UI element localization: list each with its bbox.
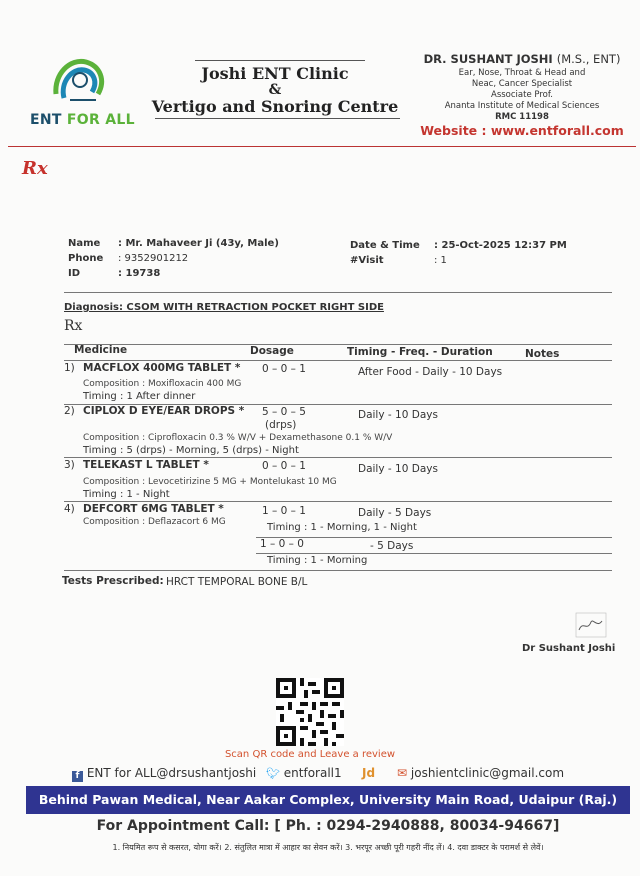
medicine-frequency-taper: - 5 Days bbox=[370, 540, 414, 552]
mail-icon: ✉ bbox=[397, 766, 408, 780]
justdial-icon[interactable]: Jd bbox=[362, 766, 376, 780]
medicine-frequency: Daily - 10 Days bbox=[358, 463, 438, 475]
clinic-name: Joshi ENT Clinic & Vertigo and Snoring Centre bbox=[151, 64, 399, 116]
medicine-number: 3) bbox=[64, 459, 75, 471]
diagnosis: Diagnosis: CSOM WITH RETRACTION POCKET RIGHT SIDE bbox=[64, 302, 384, 313]
patient-phone: : 9352901212 bbox=[118, 253, 189, 264]
medicine-timing: Timing : 1 After dinner bbox=[83, 391, 196, 402]
signature-name: Dr Sushant Joshi bbox=[522, 643, 616, 654]
medicine-dosage: 1 – 0 – 1 bbox=[262, 505, 306, 517]
patient-name: : Mr. Mahaveer Ji (43y, Male) bbox=[118, 238, 279, 249]
divider bbox=[155, 118, 400, 119]
patient-values bbox=[118, 236, 279, 281]
divider bbox=[195, 60, 365, 61]
medicine-composition: Composition : Ciprofloxacin 0.3 % W/V + Dexamethasone 0.1 % W/V bbox=[83, 433, 393, 443]
medicine-number: 2) bbox=[64, 405, 75, 417]
medicine-number: 4) bbox=[64, 503, 75, 515]
medicine-frequency: Daily - 5 Days bbox=[358, 507, 432, 519]
medicine-name: DEFCORT 6MG TABLET * bbox=[83, 503, 224, 515]
address-bar: Behind Pawan Medical, Near Aakar Complex, University Main Road, Udaipur (Raj.) bbox=[26, 786, 630, 814]
medicine-dosage: 0 – 0 – 1 bbox=[262, 363, 306, 375]
rx-symbol: Rx bbox=[22, 158, 48, 179]
medicine-composition: Composition : Levocetirizine 5 MG + Montelukast 10 MG bbox=[83, 477, 337, 487]
header-divider bbox=[8, 146, 636, 147]
medicine-dosage: 5 – 0 – 5 bbox=[262, 406, 306, 418]
divider bbox=[64, 344, 612, 345]
medicine-name: MACFLOX 400MG TABLET * bbox=[83, 362, 241, 374]
medicine-dosage-taper: 1 – 0 – 0 bbox=[260, 538, 304, 550]
divider bbox=[64, 570, 612, 571]
medicine-frequency: After Food - Daily - 10 Days bbox=[358, 366, 503, 378]
medicine-timing: Timing : 1 - Night bbox=[83, 489, 170, 500]
visit-labels: Date & Time #Visit bbox=[350, 240, 420, 266]
appointment-phone: For Appointment Call: [ Ph. : 0294-2940888, 80034-94667] bbox=[96, 818, 560, 834]
col-dosage: Dosage bbox=[250, 345, 294, 357]
rx-symbol-small: Rx bbox=[64, 318, 83, 334]
medicine-number: 1) bbox=[64, 362, 75, 374]
visit-number: : 1 bbox=[434, 255, 447, 266]
facebook-link[interactable]: f ENT for ALL@drsushantjoshi bbox=[72, 766, 256, 782]
health-tips: 1. नियमित रूप से कसरत, योगा करें। 2. संतुलित मात्रा में आहार का सेवन करें। 3. भरपूर अच्छी पूरी गहरी नींद लें। 4. दवा डाक्टर के परामर्श से लेवें। bbox=[112, 843, 544, 852]
col-timing: Timing - Freq. - Duration bbox=[347, 346, 493, 358]
ent-logo-icon bbox=[50, 54, 112, 110]
col-notes: Notes bbox=[525, 348, 560, 360]
medicine-timing-taper: Timing : 1 - Morning bbox=[267, 555, 368, 566]
patient-id: : 19738 bbox=[118, 268, 161, 279]
medicine-dosage: 0 – 0 – 1 bbox=[262, 460, 306, 472]
email-link[interactable]: ✉ joshientclinic@gmail.com bbox=[397, 766, 565, 780]
divider bbox=[64, 501, 612, 502]
website-link[interactable]: Website : www.entforall.com bbox=[420, 123, 624, 138]
tests-label: Tests Prescribed: bbox=[62, 575, 164, 587]
doctor-info: DR. SUSHANT JOSHI (M.S., ENT) Ear, Nose, Throat & Head and Neac, Cancer Specialist Associate Prof. Ananta Institute of Medical Sciences RMC 11198 Website : www.entforall.com bbox=[412, 54, 632, 136]
review-qr-code[interactable] bbox=[276, 678, 344, 746]
medicine-name: CIPLOX D EYE/EAR DROPS * bbox=[83, 405, 245, 417]
medicine-composition: Composition : Moxifloxacin 400 MG bbox=[83, 379, 242, 389]
dosage-unit: (drps) bbox=[265, 419, 297, 431]
tests-value: HRCT TEMPORAL BONE B/L bbox=[166, 576, 308, 588]
medicine-timing: Timing : 5 (drps) - Morning, 5 (drps) - Night bbox=[83, 445, 299, 456]
logo-text: ENT FOR ALL bbox=[30, 112, 135, 128]
visit-datetime: : 25-Oct-2025 12:37 PM bbox=[434, 240, 567, 251]
medicine-timing: Timing : 1 - Morning, 1 - Night bbox=[267, 522, 417, 533]
medicine-name: TELEKAST L TABLET * bbox=[83, 459, 209, 471]
patient-labels: Name Phone ID bbox=[68, 238, 104, 279]
divider bbox=[256, 553, 612, 554]
qr-caption: Scan QR code and Leave a review bbox=[224, 749, 396, 760]
visit-values bbox=[434, 238, 567, 268]
divider bbox=[64, 457, 612, 458]
medicine-frequency: Daily - 10 Days bbox=[358, 409, 438, 421]
signature-icon bbox=[575, 612, 607, 638]
facebook-icon: f bbox=[72, 771, 83, 782]
twitter-icon: 🐦︎ bbox=[266, 767, 280, 780]
divider bbox=[64, 292, 612, 293]
divider bbox=[64, 360, 612, 361]
col-medicine: Medicine bbox=[74, 344, 128, 356]
divider bbox=[256, 537, 612, 538]
medicine-composition: Composition : Deflazacort 6 MG bbox=[83, 517, 226, 527]
twitter-link[interactable]: 🐦︎ entforall1 bbox=[266, 766, 342, 780]
